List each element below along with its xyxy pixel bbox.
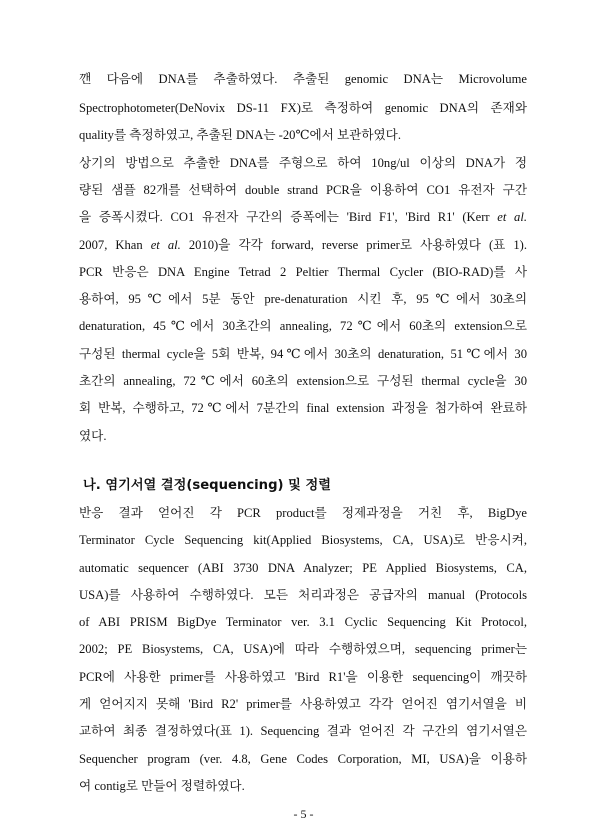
body-line: 상기의 방법으로 추출한 DNA를 주형으로 하여 10ng/ul 이상의 DNA가 정 xyxy=(79,156,527,170)
section-heading: 나. 염기서열 결정(sequencing) 및 정렬 xyxy=(83,478,331,493)
body-line: 게 얻어지지 못해 'Bird R2' primer를 사용하였고 각각 얻어진 염기서열을 비 xyxy=(79,697,527,711)
body-line: denaturation, 45℃에서 30초간의 annealing, 72℃에서 60초의 extension으로 xyxy=(79,319,527,333)
body-line: 용하여, 95℃에서 5분 동안 pre-denaturation 시킨 후, 95℃에서 30초의 xyxy=(79,292,527,306)
body-line: PCR에 사용한 primer를 사용하였고 'Bird R1'을 이용한 sequencing이 깨끗하 xyxy=(79,670,527,684)
body-line: 회 반복, 수행하고, 72℃에서 7분간의 final extension 과정을 첨가하여 완료하 xyxy=(79,401,527,415)
body-line: 구성된 thermal cycle을 5회 반복, 94℃에서 30초의 denaturation, 51℃에서 30 xyxy=(79,347,527,361)
body-line: 2002; PE Biosystems, CA, USA)에 따라 수행하였으며, sequencing primer는 xyxy=(79,642,527,656)
body-line: Spectrophotometer(DeNovix DS-11 FX)로 측정하여 genomic DNA의 존재와 xyxy=(79,101,527,115)
body-line: 을 증폭시켰다. CO1 유전자 구간의 증폭에는 'Bird F1', 'Bird R1' (Kerr et al. xyxy=(79,210,527,224)
body-line: automatic sequencer (ABI 3730 DNA Analyzer; PE Applied Biosystems, CA, xyxy=(79,561,527,575)
body-line: quality를 측정하였고, 추출된 DNA는 -20℃에서 보관하였다. xyxy=(79,128,401,142)
page-number: - 5 - xyxy=(293,807,314,821)
body-line: 초간의 annealing, 72℃에서 60초의 extension으로 구성된 thermal cycle을 30 xyxy=(79,374,527,388)
body-line: 2007, Khan et al. 2010)을 각각 forward, reverse primer로 사용하였다 (표 1). xyxy=(79,238,527,252)
body-line: PCR 반응은 DNA Engine Tetrad 2 Peltier Thermal Cycler (BIO-RAD)를 사 xyxy=(79,265,527,279)
body-line: 량된 샘플 82개를 선택하여 double strand PCR을 이용하여 CO1 유전자 구간 xyxy=(79,183,527,197)
body-line: 여 contig로 만들어 정렬하였다. xyxy=(79,779,245,793)
body-line: 였다. xyxy=(79,429,107,443)
body-line: USA)를 사용하여 수행하였다. 모든 처리과정은 공급자의 manual (Protocols xyxy=(79,588,527,602)
body-line: of ABI PRISM BigDye Terminator ver. 3.1 Cyclic Sequencing Kit Protocol, xyxy=(79,615,527,629)
body-line: Terminator Cycle Sequencing kit(Applied Biosystems, CA, USA)로 반응시켜, xyxy=(79,533,527,547)
body-line: Sequencher program (ver. 4.8, Gene Codes Corporation, MI, USA)을 이용하 xyxy=(79,752,527,766)
body-line: 깬 다음에 DNA를 추출하였다. 추출된 genomic DNA는 Microvolume xyxy=(79,72,527,86)
body-line: 교하여 최종 결정하였다(표 1). Sequencing 결과 얻어진 각 구간의 염기서열은 xyxy=(79,724,527,738)
body-line: 반응 결과 얻어진 각 PCR product를 정제과정을 거친 후, BigDye xyxy=(79,506,527,520)
